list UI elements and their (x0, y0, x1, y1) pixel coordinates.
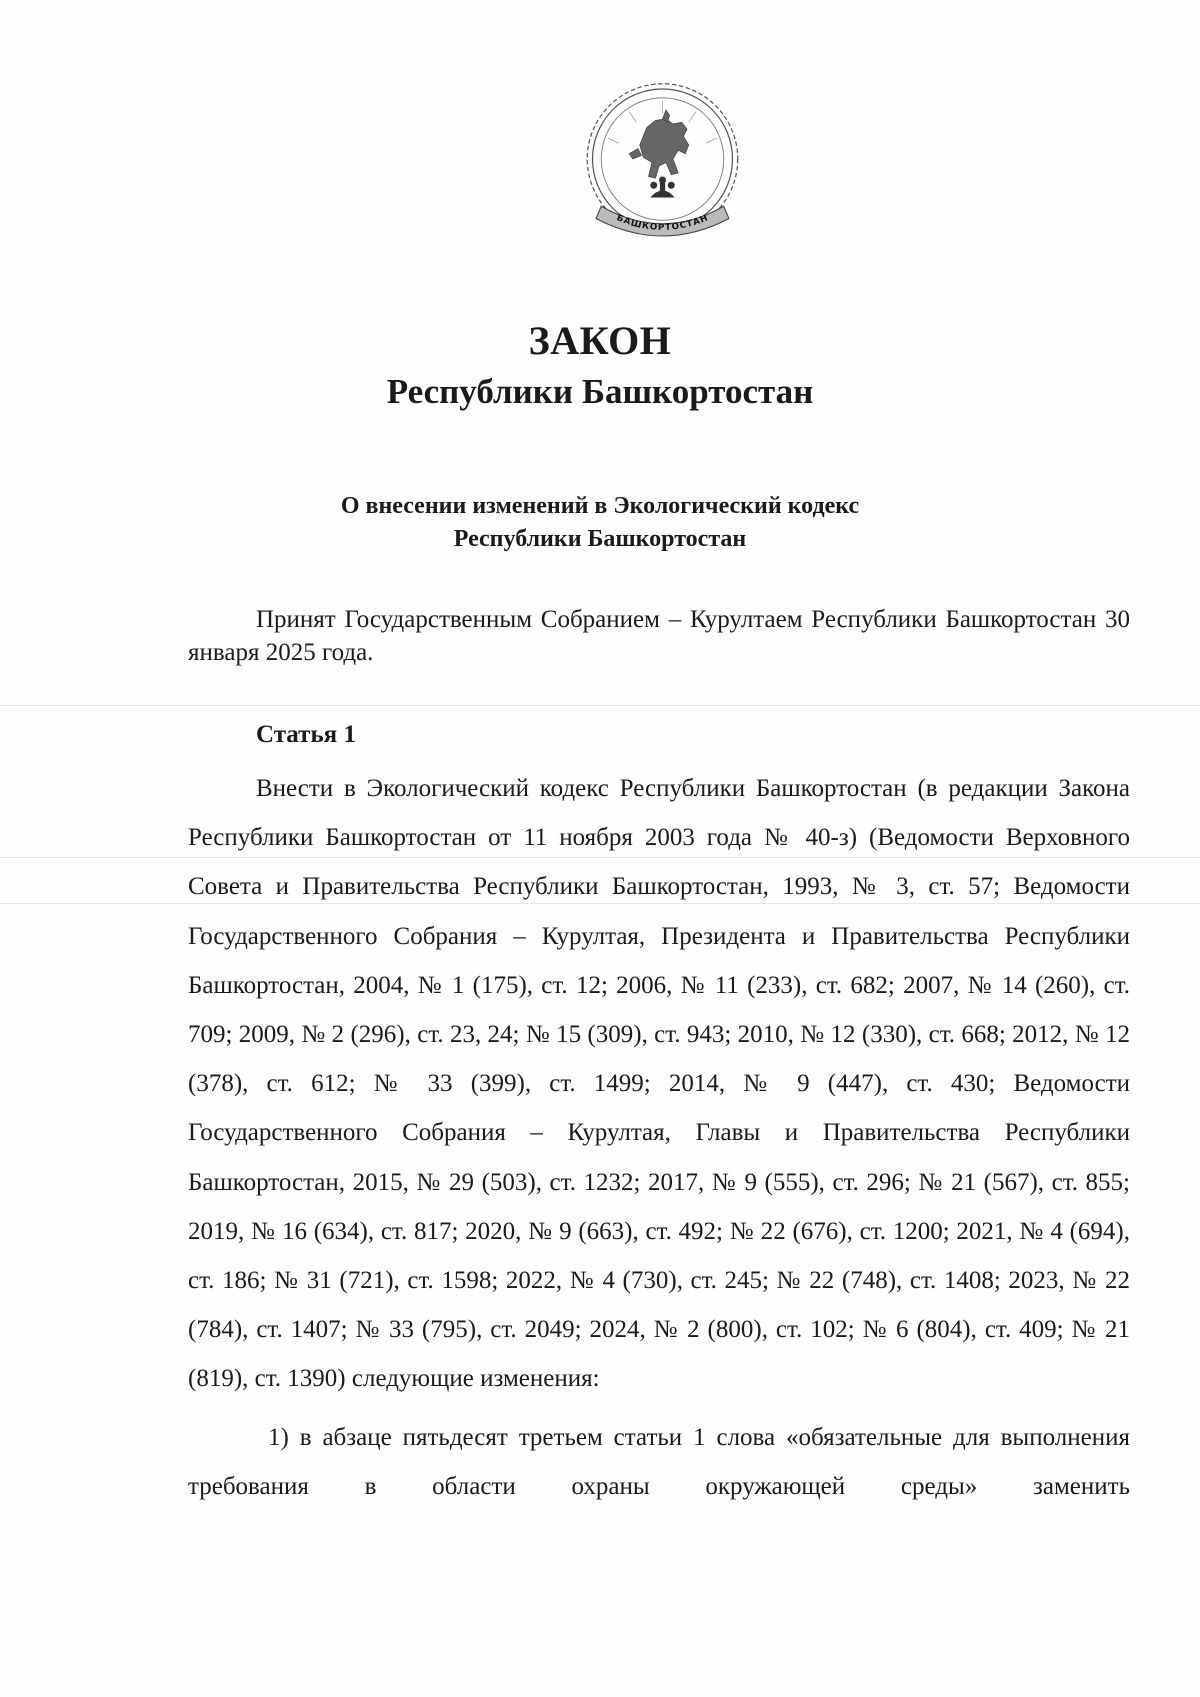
bashkortostan-emblem (575, 75, 750, 250)
document-heading-line: Республики Башкортостан (453, 526, 747, 552)
amendment-item-1: 1) в абзаце пятьдесят третьем статьи 1 слова «обязательные для выполнения требования в области охраны окружающей среды» заменить (188, 1424, 1130, 1500)
scan-artifact-line (0, 705, 1200, 706)
article-heading: Статья 1 (256, 721, 356, 748)
law-title: ЗАКОН (528, 318, 672, 363)
article-body-paragraph: Внести в Экологический кодекс Республики Башкортостан (в редакции Закона Республики Башкортостан от 11 ноября 2003 года № 40-з) (Ведомости Верховного Совета и Правительства Республики Башкортостан, 1993, № 3, ст. 57; Ведомости Государственного Собрания – Курултая, Президента и Правительства Республики Башкортостан, 2004, № 1 (175), ст. 12; 2006, № 11 (233), ст. 682; 2007, № 14 (260), ст. 709; 2009, № 2 (296), ст. 23, 24; № 15 (309), ст. 943; 2010, № 12 (330), ст. 668; 2012, № 12 (378), ст. 612; № 33 (399), ст. 1499; 2014, № 9 (447), ст. 430; Ведомости Государственного Собрания – Курултая, Главы и Правительства Республики Башкортостан, 2015, № 29 (503), ст. 1232; 2017, № 9 (555), ст. 296; № 21 (567), ст. 855; 2019, № 16 (634), ст. 817; 2020, № 9 (663), ст. 492; № 22 (676), ст. 1200; 2021, № 4 (694), ст. 186; № 31 (721), ст. 1598; 2022, № 4 (730), ст. 245; № 22 (748), ст. 1408; 2023, № 22 (784), ст. 1407; № 33 (795), ст. 2049; 2024, № 2 (800), ст. 102; № 6 (804), ст. 409; № 21 (819), ст. 1390) следующие изменения: (188, 775, 1130, 1393)
document-heading-line: О внесении изменений в Экологический кодекс (340, 493, 860, 519)
emblem-caption-text: БАШКОРТОСТАН (614, 213, 711, 233)
document-heading (0, 490, 1200, 556)
adoption-statement: Принят Государственным Собранием – Курултаем Республики Башкортостан 30 января 2025 года. (188, 606, 1130, 666)
law-subtitle: Республики Башкортостан (386, 372, 814, 411)
